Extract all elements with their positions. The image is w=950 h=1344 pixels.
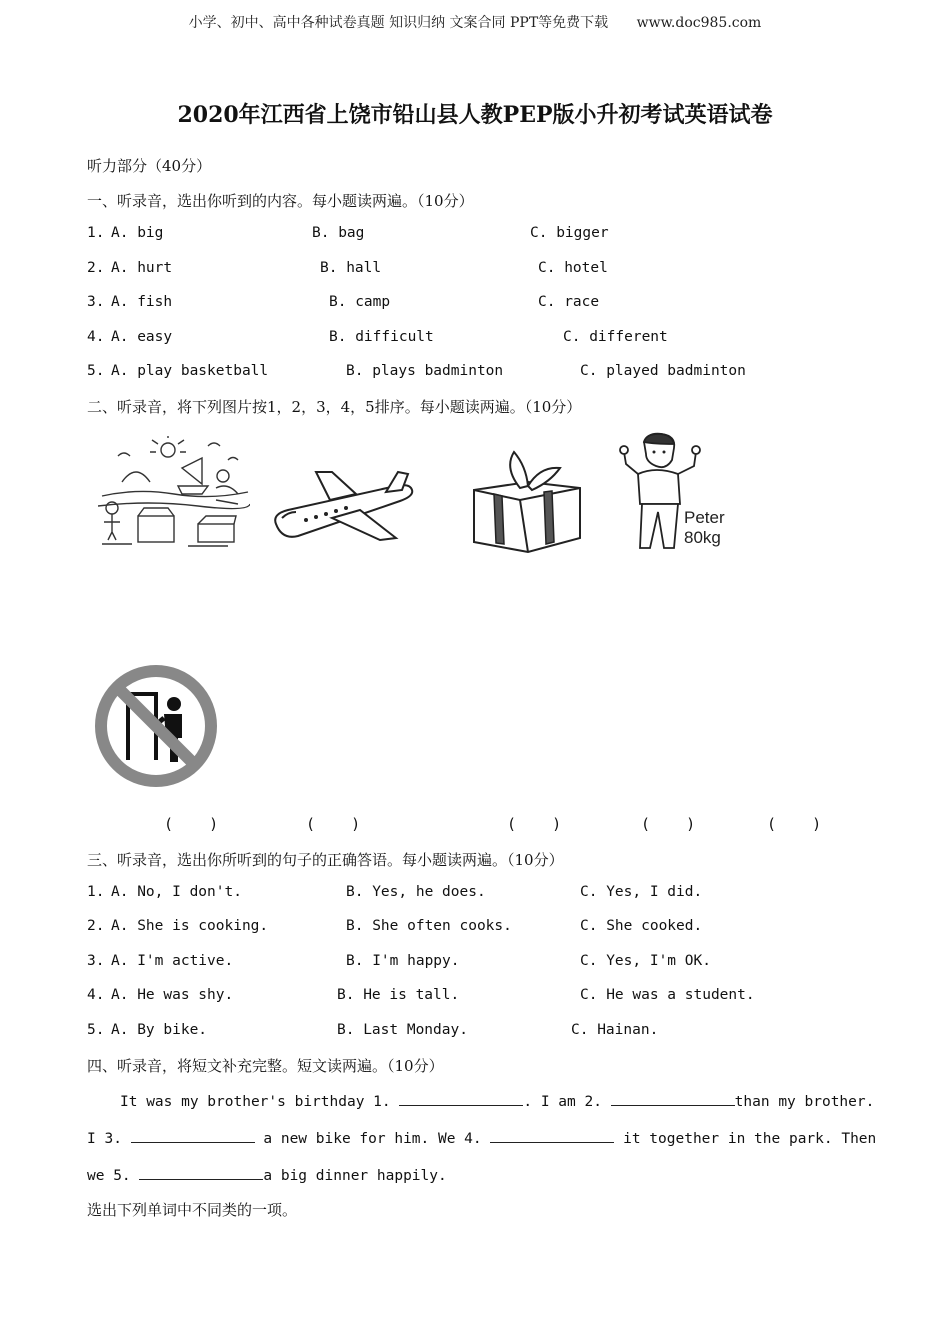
- passage-text: It was my brother's birthday 1.: [120, 1094, 391, 1110]
- option-b: B. plays badminton: [346, 363, 504, 379]
- item-number: 5.: [87, 363, 105, 379]
- option-c: C. Yes, I did.: [580, 884, 703, 900]
- answer-blank[interactable]: ( ): [164, 815, 219, 833]
- passage-line-3: [87, 1165, 447, 1184]
- option-a: A. No, I don't.: [111, 884, 242, 900]
- option-b: B. Last Monday.: [337, 1022, 468, 1038]
- option-c: C. different: [563, 329, 668, 345]
- blank-3[interactable]: [131, 1128, 255, 1143]
- section4-heading: 四、听录音，将短文补充完整。短文读两遍。（10分）: [87, 1057, 444, 1075]
- option-b: B. She often cooks.: [346, 918, 512, 934]
- option-c: C. played badminton: [580, 363, 746, 379]
- airplane-icon: [268, 466, 418, 546]
- gift-box-icon: [468, 446, 586, 556]
- option-c: C. bigger: [530, 225, 609, 241]
- option-a: A. hurt: [111, 260, 173, 276]
- blank-5[interactable]: [139, 1165, 263, 1180]
- passage-text: we 5.: [87, 1168, 131, 1184]
- option-c: C. Hainan.: [571, 1022, 659, 1038]
- item-number: 3.: [87, 294, 105, 310]
- option-b: B. camp: [329, 294, 391, 310]
- option-a: A. big: [111, 225, 164, 241]
- option-b: B. difficult: [329, 329, 434, 345]
- answer-blank[interactable]: ( ): [767, 815, 822, 833]
- section2-heading: 二、听录音，将下列图片按1，2，3，4，5排序。每小题读两遍。（10分）: [87, 398, 582, 416]
- option-b: B. I'm happy.: [346, 953, 460, 969]
- passage-text: a new bike for him. We 4.: [263, 1131, 482, 1147]
- passage-text: a big dinner happily.: [263, 1168, 447, 1184]
- option-a: A. She is cooking.: [111, 918, 269, 934]
- item-number: 1.: [87, 225, 105, 241]
- option-a: A. By bike.: [111, 1022, 208, 1038]
- peter-weight: 80kg: [684, 528, 721, 547]
- passage-line-1: [120, 1091, 874, 1110]
- answer-blank[interactable]: ( ): [641, 815, 696, 833]
- passage-text: I 3.: [87, 1131, 122, 1147]
- blank-2[interactable]: [611, 1091, 735, 1106]
- option-a: A. He was shy.: [111, 987, 234, 1003]
- answer-blank[interactable]: ( ): [306, 815, 361, 833]
- passage-text: it together in the park. Then: [623, 1131, 877, 1147]
- passage-line-2: [87, 1128, 876, 1147]
- beach-scene-icon: [98, 436, 250, 552]
- option-b: B. He is tall.: [337, 987, 460, 1003]
- option-a: A. play basketball: [111, 363, 269, 379]
- peter-label: Peter: [684, 508, 725, 527]
- item-number: 3.: [87, 953, 105, 969]
- option-b: B. Yes, he does.: [346, 884, 486, 900]
- header-site[interactable]: www.doc985.com: [636, 15, 762, 31]
- option-c: C. race: [538, 294, 600, 310]
- answer-blank[interactable]: ( ): [507, 815, 562, 833]
- peter-caption: [684, 508, 725, 548]
- option-b: B. bag: [312, 225, 365, 241]
- no-entry-sign-icon: [94, 664, 218, 788]
- option-c: C. She cooked.: [580, 918, 703, 934]
- item-number: 2.: [87, 918, 105, 934]
- passage-text: than my brother.: [734, 1094, 875, 1110]
- item-number: 2.: [87, 260, 105, 276]
- page-header: [0, 12, 950, 32]
- section1-heading: 一、听录音，选出你听到的内容。每小题读两遍。（10分）: [87, 192, 474, 210]
- section5-heading: 选出下列单词中不同类的一项。: [87, 1201, 298, 1219]
- passage-text: . I am 2.: [523, 1094, 602, 1110]
- option-a: A. easy: [111, 329, 173, 345]
- item-number: 1.: [87, 884, 105, 900]
- header-text: 小学、初中、高中各种试卷真题 知识归纳 文案合同 PPT等免费下载: [188, 15, 609, 31]
- item-number: 4.: [87, 329, 105, 345]
- option-c: C. Yes, I'm OK.: [580, 953, 711, 969]
- option-b: B. hall: [320, 260, 382, 276]
- option-a: A. fish: [111, 294, 173, 310]
- option-c: C. hotel: [538, 260, 608, 276]
- item-number: 5.: [87, 1022, 105, 1038]
- page-title: 2020年江西省上饶市铅山县人教PEP版小升初考试英语试卷: [177, 102, 773, 128]
- blank-1[interactable]: [399, 1091, 523, 1106]
- listening-heading: 听力部分（40分）: [87, 157, 212, 175]
- item-number: 4.: [87, 987, 105, 1003]
- blank-4[interactable]: [490, 1128, 614, 1143]
- section3-heading: 三、听录音，选出你所听到的句子的正确答语。每小题读两遍。（10分）: [87, 851, 564, 869]
- option-a: A. I'm active.: [111, 953, 234, 969]
- option-c: C. He was a student.: [580, 987, 755, 1003]
